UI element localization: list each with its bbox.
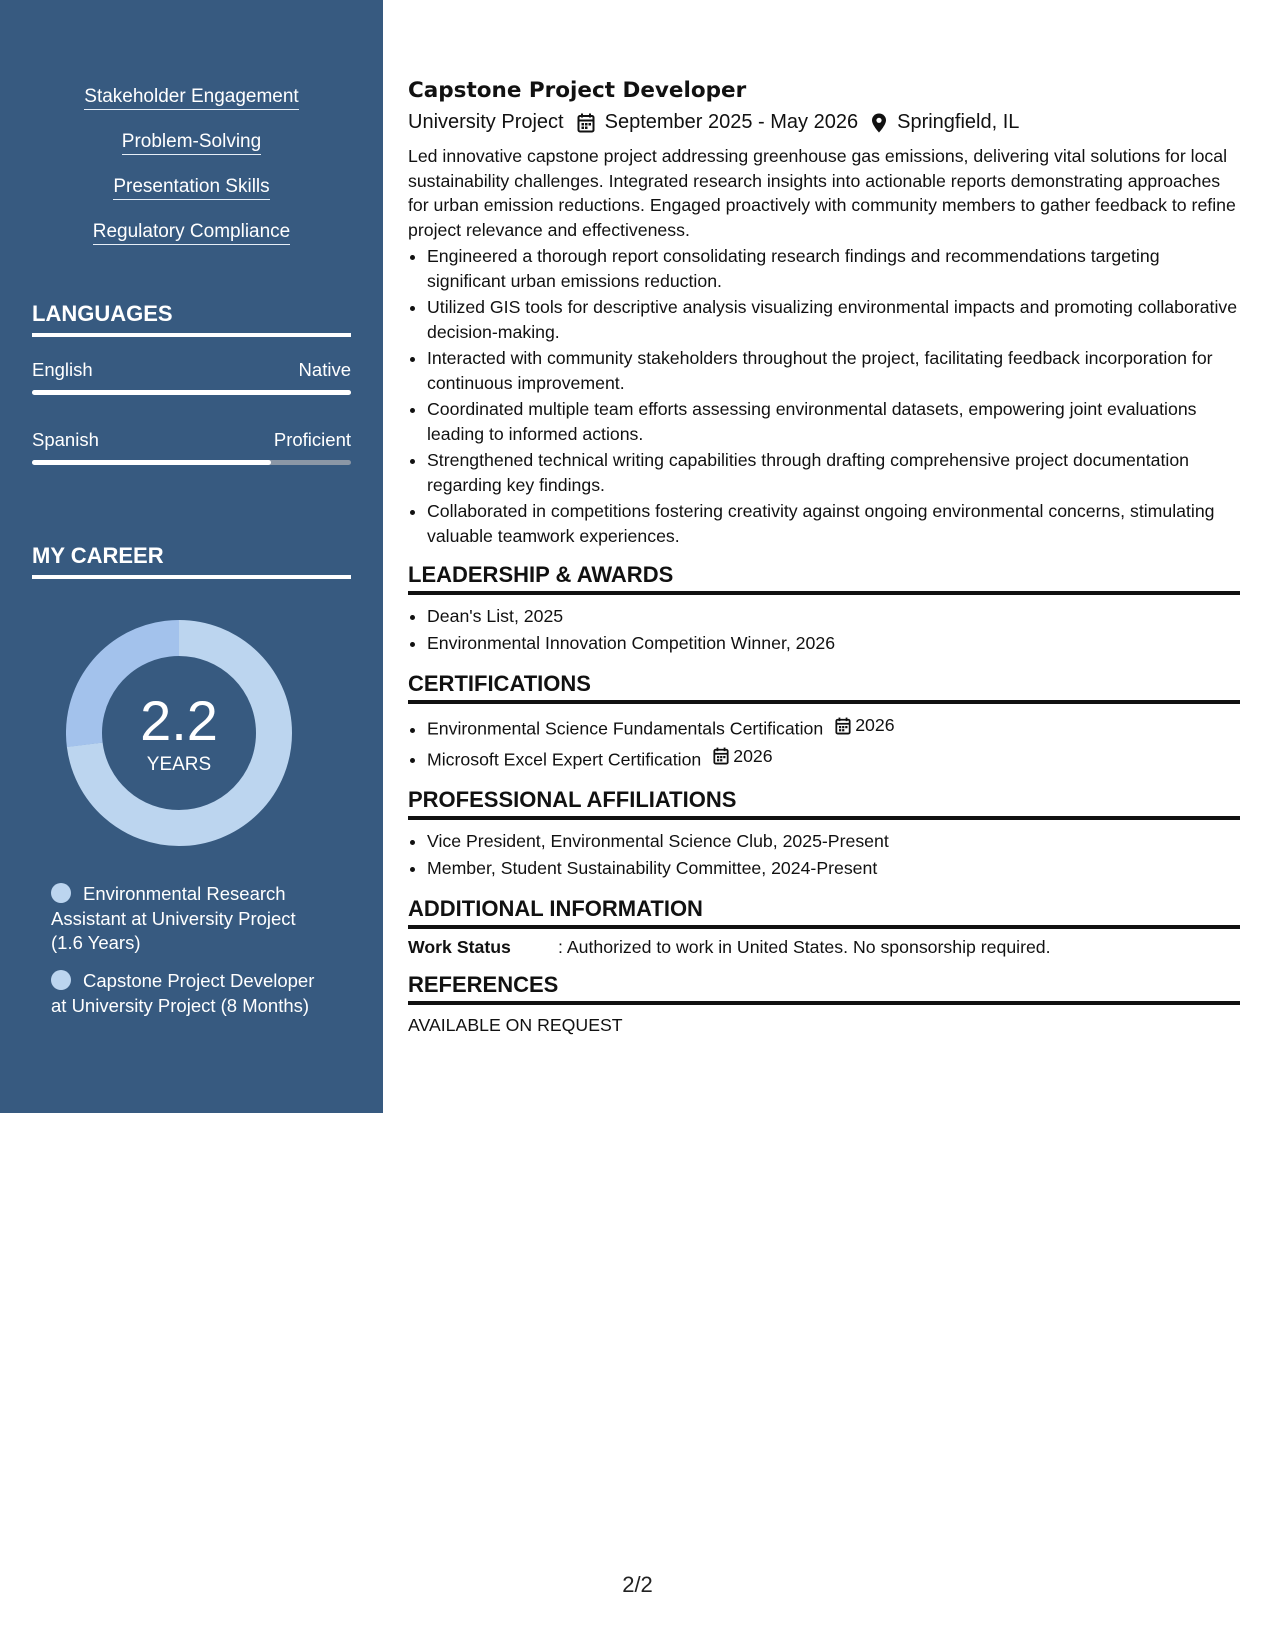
language-proficiency-fill: [32, 460, 271, 465]
leadership-heading: LEADERSHIP & AWARDS: [408, 562, 1240, 595]
language-spanish: [32, 429, 351, 465]
list-item: • Interacted with community stakeholders throughout the project, facilitating feedback incorporation for continuous improvement.: [427, 346, 1240, 395]
references-text: AVAILABLE ON REQUEST: [408, 1015, 623, 1035]
work-status-row: [408, 937, 1240, 958]
language-name: English: [32, 359, 93, 380]
job-meta: [408, 111, 1240, 134]
affiliations-list: [408, 828, 1240, 882]
list-item: • Vice President, Environmental Science Club, 2025-Present: [427, 828, 1240, 855]
calendar-icon: [713, 747, 729, 765]
list-item: • Strengthened technical writing capabilities through drafting comprehensive project documentation regarding key findings.: [427, 448, 1240, 497]
calendar-icon: [835, 717, 851, 735]
legend-dot-icon: [51, 970, 71, 990]
skill-item: Presentation Skills: [113, 176, 269, 200]
references-heading: REFERENCES: [408, 972, 1240, 1005]
language-proficiency-bar: [32, 390, 351, 395]
career-total-value: 2.2: [140, 689, 218, 752]
career-legend-label: Environmental Research Assistant at University Project (1.6 Years): [51, 883, 296, 953]
list-item: • Member, Student Sustainability Committee, 2024-Present: [427, 855, 1240, 882]
main-content: [408, 78, 1240, 1036]
certifications-heading: CERTIFICATIONS: [408, 671, 1240, 704]
skill-item: Problem-Solving: [122, 131, 261, 155]
list-item: [427, 743, 1240, 774]
skill-item: Stakeholder Engagement: [84, 86, 298, 110]
additional-info-heading: ADDITIONAL INFORMATION: [408, 896, 1240, 929]
leadership-list: [408, 603, 1240, 657]
map-pin-icon: [871, 113, 887, 133]
list-item: • Dean's List, 2025: [427, 603, 1240, 630]
career-legend-item: [51, 969, 331, 1018]
list-item: • Engineered a thorough report consolidating research findings and recommendations targeting significant urban emissions reduction.: [427, 244, 1240, 293]
career-legend-item: [51, 882, 331, 956]
sidebar: [0, 0, 383, 1113]
skills-list: [0, 86, 383, 266]
job-bullets: [408, 244, 1240, 548]
language-level: Proficient: [273, 429, 351, 450]
list-item: • Coordinated multiple team efforts assessing environmental datasets, empowering joint evaluations leading to informed actions.: [427, 397, 1240, 446]
language-name: Spanish: [32, 429, 99, 450]
career-legend-label: Capstone Project Developer at University Project (8 Months): [51, 970, 315, 1016]
work-status-value: : Authorized to work in United States. No sponsorship required.: [558, 937, 1051, 957]
job-title: Capstone Project Developer: [408, 78, 747, 103]
language-proficiency-bar: [32, 460, 351, 465]
page-number: 2/2: [622, 1572, 653, 1597]
affiliations-heading: PROFESSIONAL AFFILIATIONS: [408, 787, 1240, 820]
certification-name: Environmental Science Fundamentals Certification: [427, 718, 824, 739]
certifications-list: [408, 712, 1240, 773]
language-level: Native: [298, 359, 351, 380]
list-item: • Collaborated in competitions fostering creativity against ongoing environmental concerns, stimulating valuable teamwork experiences.: [427, 499, 1240, 548]
career-total-unit: YEARS: [146, 754, 212, 775]
skill-item: Regulatory Compliance: [93, 221, 291, 245]
certification-year: 2026: [733, 745, 773, 766]
list-item: [427, 712, 1240, 743]
career-heading: MY CAREER: [32, 543, 351, 579]
career-donut-chart: [66, 620, 292, 846]
language-english: [32, 359, 351, 395]
job-dates: September 2025 - May 2026: [604, 111, 859, 133]
list-item: • Environmental Innovation Competition Winner, 2026: [427, 630, 1240, 657]
legend-dot-icon: [51, 883, 71, 903]
list-item: • Utilized GIS tools for descriptive analysis visualizing environmental impacts and promoting collaborative decision-making.: [427, 295, 1240, 344]
job-location: Springfield, IL: [897, 111, 1020, 133]
work-status-label: Work Status: [408, 937, 511, 957]
language-proficiency-fill: [32, 390, 351, 395]
certification-year: 2026: [855, 715, 895, 735]
certification-name: Microsoft Excel Expert Certification: [427, 749, 702, 769]
job-description: Led innovative capstone project addressing greenhouse gas emissions, delivering vital solutions for local sustainability challenges. Integrated research insights into actionable reports demonstrating approaches for urban emission reductions. Engaged proactively with community members to gather feedback to refine project relevance and effectiveness.: [408, 146, 1236, 240]
job-company: University Project: [408, 111, 564, 133]
languages-heading: LANGUAGES: [32, 301, 351, 337]
calendar-icon: [577, 113, 595, 133]
